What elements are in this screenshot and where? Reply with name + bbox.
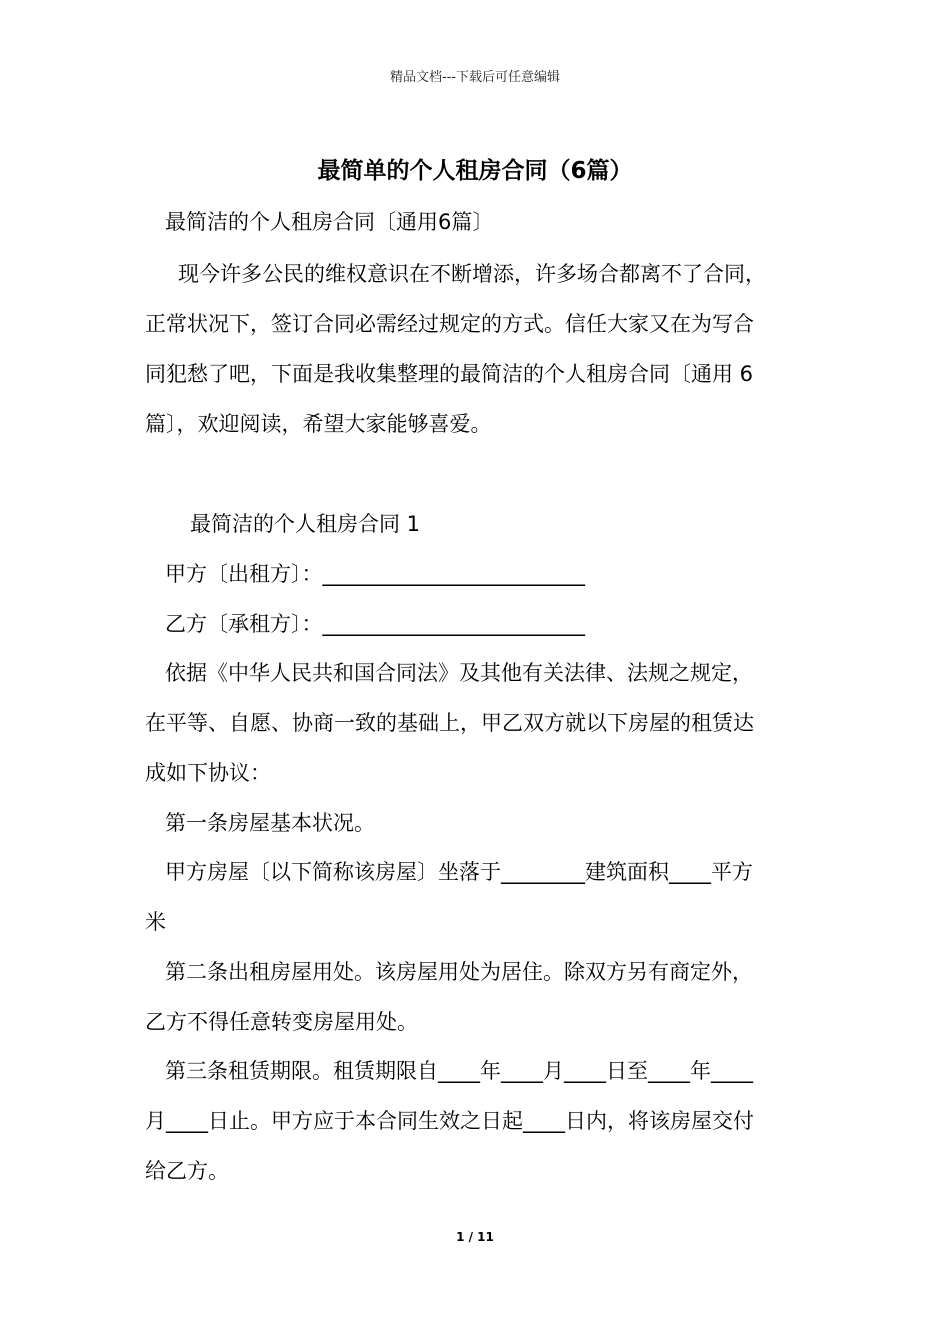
- paragraph-line: 第三条租赁期限。租赁期限自____年____月____日至____年____: [165, 1059, 753, 1083]
- paragraph-line: 成如下协议：: [145, 761, 271, 785]
- section-heading: 最简洁的个人租房合同 1: [190, 512, 421, 536]
- document-title: 最简单的个人租房合同（6篇）: [317, 158, 633, 184]
- party-b-line: 乙方〔承租方〕：_________________________: [165, 612, 585, 636]
- page-header: 精品文档---下载后可任意编辑: [389, 70, 561, 85]
- paragraph-line: 乙方不得任意转变房屋用处。: [145, 1010, 418, 1034]
- intro-line-1: 现今许多公民的维权意识在不断增添，许多场合都离不了合同，: [178, 262, 766, 286]
- paragraph-line: 月____日止。甲方应于本合同生效之日起____日内，将该房屋交付: [145, 1109, 754, 1133]
- page-number: 1 / 11: [456, 1230, 494, 1244]
- paragraph-line: 甲方房屋〔以下简称该房屋〕坐落于________建筑面积____平方: [165, 860, 753, 884]
- paragraph-line: 给乙方。: [145, 1159, 229, 1183]
- paragraph-line: 依据《中华人民共和国合同法》及其他有关法律、法规之规定，: [165, 661, 753, 685]
- subtitle: 最简洁的个人租房合同〔通用6篇〕: [165, 210, 494, 234]
- intro-line-3: 同犯愁了吧，下面是我收集整理的最简洁的个人租房合同〔通用 6: [145, 362, 754, 386]
- intro-line-4: 篇〕，欢迎阅读，希望大家能够喜爱。: [145, 412, 492, 436]
- paragraph-line: 在平等、自愿、协商一致的基础上，甲乙双方就以下房屋的租赁达: [145, 711, 754, 735]
- article-1-heading: 第一条房屋基本状况。: [165, 811, 375, 835]
- intro-line-2: 正常状况下，签订合同必需经过规定的方式。信任大家又在为写合: [145, 312, 754, 336]
- paragraph-line: 第二条出租房屋用处。该房屋用处为居住。除双方另有商定外，: [165, 960, 753, 984]
- paragraph-line: 米: [145, 910, 166, 934]
- party-a-line: 甲方〔出租方〕：_________________________: [165, 562, 585, 586]
